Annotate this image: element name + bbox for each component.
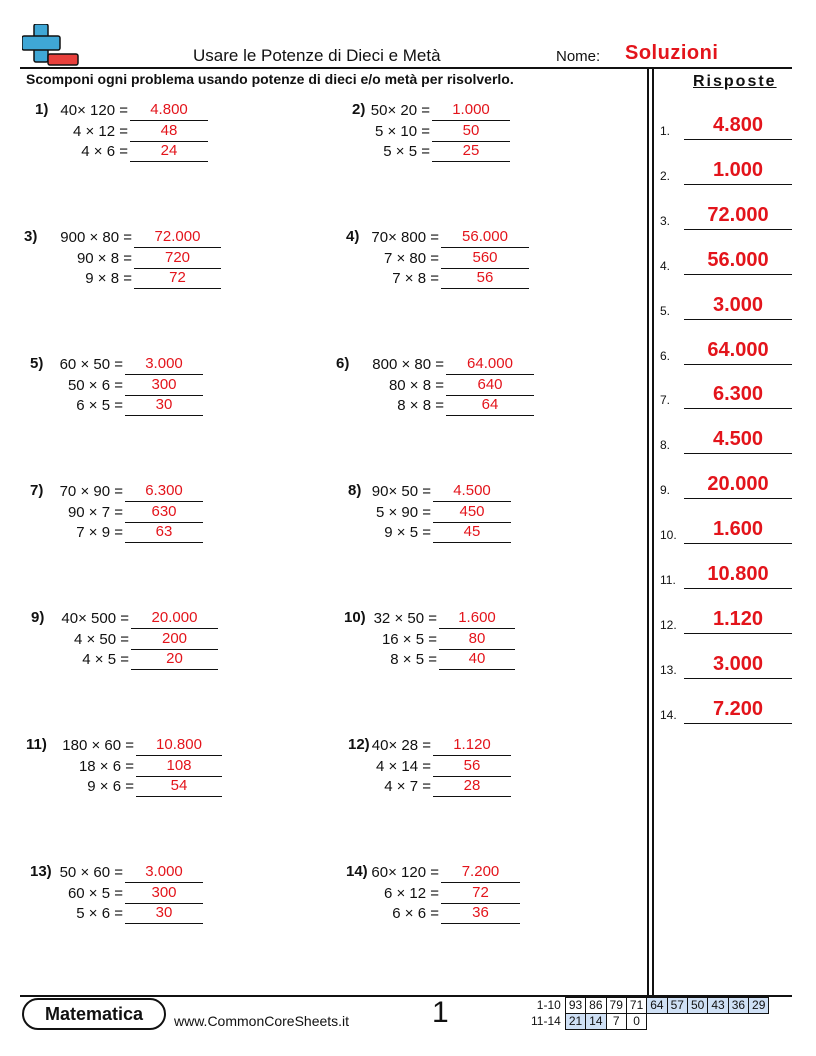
answer-number: 14. [660,707,677,722]
page-title: Usare le Potenze di Dieci e Metà [193,46,441,65]
answer-blank[interactable]: 20.000 [131,608,218,629]
answer-number: 13. [660,662,677,677]
answer-value[interactable]: 4.500 [712,428,764,451]
answer-line [684,588,792,589]
expression: 7 × 9 = [76,523,123,541]
expression: 70 × 90 = [59,483,123,501]
answer-number: 11. [660,573,676,587]
answer-blank[interactable]: 63 [125,522,203,543]
problem-number: 3) [24,228,38,245]
instructions: Scomponi ogni problema usando potenze di dieci e/o metà per risolverlo. [26,71,514,87]
answer-line [684,364,792,365]
problem-line [370,101,510,121]
problem-line [82,649,218,670]
plus-minus-logo-icon [22,24,80,68]
expression: 60× 120 = [371,864,439,882]
score-range-label: 1-10 [536,998,561,1012]
problem-5 [30,355,203,416]
score-range-label: 11-14 [531,1014,561,1028]
score-cell: 14 [586,1014,606,1030]
answers-title: Risposte [693,73,777,90]
answer-row-8 [660,424,792,454]
answer-row-9 [660,469,792,499]
expression: 7 × 80 = [383,249,439,267]
expression: 5 × 90 = [375,503,431,521]
expression: 32 × 50 = [373,610,437,628]
score-cell: 50 [687,998,707,1014]
answer-row-14 [660,694,792,724]
problem-2 [352,101,510,162]
expression: 4 × 12 = [72,122,128,140]
score-cell: 29 [749,998,769,1014]
answer-value[interactable]: 3.000 [712,652,764,675]
expression: 5 × 6 = [76,904,123,922]
problem-line [371,736,511,756]
problem-line [371,482,511,502]
answer-value[interactable]: 1.000 [712,158,764,181]
problem-6 [336,355,534,416]
answer-value[interactable]: 3.000 [712,293,764,316]
answer-line [684,139,792,140]
answer-blank[interactable]: 45 [433,522,511,543]
expression: 4 × 7 = [384,777,431,795]
answer-blank[interactable]: 50 [432,121,510,142]
score-cell: 93 [565,998,585,1014]
problem-number: 5) [30,355,44,372]
score-table [528,997,769,1030]
problem-line [372,355,534,375]
answer-line [684,723,792,724]
answer-blank[interactable]: 25 [432,141,510,162]
problem-line [76,248,221,268]
expression: 6 × 12 = [383,884,439,902]
expression: 90 × 8 = [76,249,132,267]
answer-value[interactable]: 20.000 [707,473,769,496]
problem-number: 4) [346,228,360,245]
answer-blank[interactable]: 30 [125,903,203,924]
answer-blank[interactable]: 7.200 [441,862,520,883]
answer-blank[interactable]: 56.000 [441,227,529,248]
answer-blank[interactable]: 64.000 [446,354,534,375]
problem-line [73,629,218,649]
site-url: www.CommonCoreSheets.it [174,1013,350,1029]
answer-row-4 [660,245,792,275]
answer-value[interactable]: 6.300 [712,383,764,406]
answer-blank[interactable]: 630 [125,502,203,523]
answer-blank[interactable]: 4.500 [433,481,511,502]
problem-number: 11) [26,736,47,753]
expression: 800 × 80 = [372,356,444,374]
expression: 90× 50 = [371,483,431,501]
problem-line [371,863,520,883]
answer-value[interactable]: 7.200 [712,697,764,720]
answer-blank[interactable]: 20 [131,649,218,670]
problem-13 [30,863,203,924]
answer-blank[interactable]: 450 [433,502,511,523]
expression: 50 × 60 = [59,864,123,882]
expression: 16 × 5 = [381,630,437,648]
answer-number: 12. [660,617,677,632]
expression: 60 × 50 = [59,356,123,374]
score-row [528,998,769,1014]
problem-3 [24,228,221,289]
answer-blank[interactable]: 10.800 [136,735,222,756]
problem-line [67,502,203,522]
answer-value[interactable]: 1.120 [712,607,764,630]
answer-number: 10. [660,528,677,543]
answer-row-1 [660,110,792,140]
expression: 4 × 14 = [375,757,431,775]
expression: 4 × 5 = [82,650,129,668]
answer-value[interactable]: 56.000 [707,248,769,271]
problem-line [374,121,510,141]
problem-7 [30,482,203,543]
answer-number: 7. [660,393,671,408]
answer-line [684,543,792,544]
problem-number: 2) [352,101,366,118]
expression: 40× 28 = [371,737,431,755]
problem-line [61,609,218,629]
answer-number: 4. [660,258,671,273]
expression: 50× 20 = [370,102,430,120]
column-divider-right [652,68,654,997]
expression: 50 × 6 = [67,376,123,394]
answer-blank[interactable]: 4.800 [130,100,208,121]
expression: 80 × 8 = [388,376,444,394]
problem-line [381,629,515,649]
expression: 6 × 5 = [76,396,123,414]
expression: 180 × 60 = [62,737,134,755]
problem-line [60,101,208,121]
problem-line [59,355,203,375]
problem-number: 10) [344,609,366,626]
answer-line [684,408,792,409]
answer-value[interactable]: 1.600 [712,518,764,541]
problem-line [388,375,534,395]
problem-line [72,121,208,141]
problem-line [76,903,203,924]
column-divider-left [647,68,649,997]
answer-value[interactable]: 4.800 [712,114,764,136]
problem-line [390,649,515,670]
score-cell: 86 [586,998,606,1014]
answer-blank[interactable]: 1.120 [433,735,511,756]
problem-line [85,268,221,289]
expression: 9 × 8 = [85,269,132,287]
problem-line [375,502,511,522]
answer-number: 5. [660,303,671,318]
answer-value[interactable]: 72.000 [707,203,769,226]
name-value: Soluzioni [625,42,719,64]
problem-number: 14) [346,863,368,880]
problem-line [383,248,529,268]
expression: 40× 120 = [60,102,128,120]
problem-14 [346,863,520,924]
problem-line [62,736,222,756]
problem-number: 1) [35,101,49,118]
expression: 18 × 6 = [78,757,134,775]
problem-number: 8) [348,482,362,499]
answer-row-10 [660,514,792,544]
score-cell: 71 [626,998,646,1014]
expression: 70× 800 = [371,229,439,247]
problem-line [87,776,222,797]
answer-line [684,633,792,634]
problem-line [59,863,203,883]
answer-number: 3. [660,213,671,228]
answer-blank[interactable]: 720 [134,248,221,269]
problem-9 [31,609,218,670]
score-cell: 43 [708,998,728,1014]
answer-blank[interactable]: 300 [125,883,203,904]
answer-line [684,274,792,275]
problem-number: 12) [348,736,370,753]
answer-blank[interactable]: 72.000 [134,227,221,248]
answer-blank[interactable]: 300 [125,375,203,396]
answer-row-13 [660,649,792,679]
problem-line [375,756,511,776]
answer-blank[interactable]: 640 [446,375,534,396]
answer-blank[interactable]: 72 [441,883,520,904]
answer-blank[interactable]: 108 [136,756,222,777]
expression: 9 × 5 = [384,523,431,541]
top-rule [20,67,792,69]
score-cell: 7 [606,1014,626,1030]
answer-blank[interactable]: 560 [441,248,529,269]
answer-blank[interactable]: 30 [125,395,203,416]
expression: 5 × 10 = [374,122,430,140]
problem-line [59,482,203,502]
answer-line [684,229,792,230]
answer-number: 1. [660,124,671,138]
problem-line [384,776,511,797]
score-cell: 64 [647,998,667,1014]
answer-blank[interactable]: 48 [130,121,208,142]
problem-line [383,141,510,162]
problem-4 [346,228,529,289]
answer-row-12 [660,604,792,634]
problem-line [76,522,203,543]
expression: 4 × 50 = [73,630,129,648]
name-label: Nome: [556,48,601,65]
problem-10 [344,609,515,670]
answer-blank[interactable]: 36 [441,903,520,924]
expression: 9 × 6 = [87,777,134,795]
score-cell: 21 [565,1014,585,1030]
problem-line [384,522,511,543]
answer-row-5 [660,290,792,320]
answer-line [684,453,792,454]
problem-line [371,228,529,248]
answer-blank[interactable]: 6.300 [125,481,203,502]
answer-line [684,184,792,185]
expression: 8 × 8 = [397,396,444,414]
problem-line [373,609,515,629]
problem-number: 9) [31,609,45,626]
answer-row-3 [660,200,792,230]
problem-line [60,228,221,248]
problem-line [81,141,208,162]
answer-line [684,498,792,499]
problem-number: 13) [30,863,52,880]
answer-blank[interactable]: 1.000 [432,100,510,121]
answer-value[interactable]: 64.000 [707,338,769,361]
problem-1 [35,101,208,162]
score-row [528,1014,769,1030]
expression: 90 × 7 = [67,503,123,521]
problem-line [67,883,203,903]
answer-blank[interactable]: 200 [131,629,218,650]
answer-blank[interactable]: 72 [134,268,221,289]
answer-blank[interactable]: 80 [439,629,515,650]
expression: 900 × 80 = [60,229,132,247]
problem-line [392,268,529,289]
problem-line [76,395,203,416]
answer-line [684,678,792,679]
subject-badge: Matematica [22,998,166,1030]
answer-row-6 [660,335,792,365]
problem-number: 7) [30,482,44,499]
score-cell: 79 [606,998,626,1014]
score-cell: 36 [728,998,748,1014]
answer-number: 2. [660,168,671,183]
problem-line [78,756,222,776]
answer-blank[interactable]: 56 [433,756,511,777]
answer-blank[interactable]: 28 [433,776,511,797]
problem-number: 6) [336,355,350,372]
answer-blank[interactable]: 3.000 [125,354,203,375]
answer-blank[interactable]: 1.600 [439,608,515,629]
problem-8 [348,482,511,543]
answer-number: 9. [660,483,671,498]
problem-line [392,903,520,924]
answer-number: 6. [660,348,671,363]
problem-12 [348,736,511,797]
answer-blank[interactable]: 54 [136,776,222,797]
answer-blank[interactable]: 56 [441,268,529,289]
expression: 6 × 6 = [392,904,439,922]
score-cell: 57 [667,998,687,1014]
page-number: 1 [432,996,449,1029]
problem-line [383,883,520,903]
expression: 60 × 5 = [67,884,123,902]
expression: 40× 500 = [61,610,129,628]
expression: 7 × 8 = [392,269,439,287]
problem-line [397,395,534,416]
answer-row-7 [660,379,792,409]
answer-number: 8. [660,438,671,453]
expression: 8 × 5 = [390,650,437,668]
score-cell: 0 [626,1014,646,1030]
expression: 4 × 6 = [81,142,128,160]
answer-blank[interactable]: 3.000 [125,862,203,883]
answer-value[interactable]: 10.800 [707,563,769,585]
problem-line [67,375,203,395]
answer-blank[interactable]: 64 [446,395,534,416]
expression: 5 × 5 = [383,142,430,160]
answer-blank[interactable]: 24 [130,141,208,162]
answer-line [684,319,792,320]
problem-11 [26,736,222,797]
answer-row-11 [660,559,792,589]
answer-row-2 [660,155,792,185]
answer-blank[interactable]: 40 [439,649,515,670]
